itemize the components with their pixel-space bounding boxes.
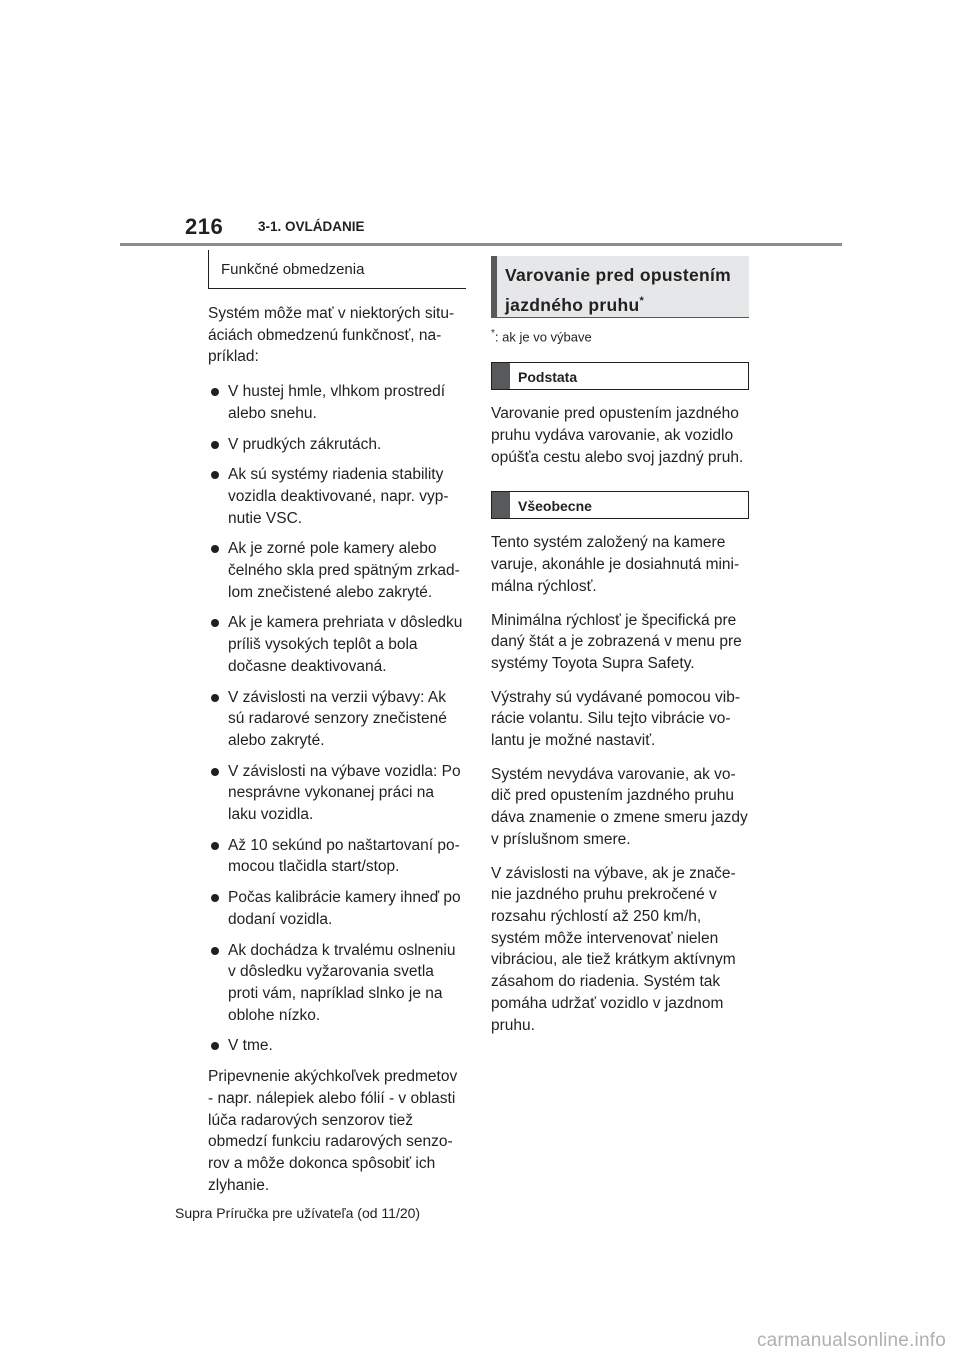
heading-asterisk: * (639, 295, 645, 307)
left-column (208, 250, 466, 1209)
list-item: V prudkých zákrutách. (208, 434, 466, 456)
lane-departure-heading (491, 256, 749, 318)
general-paragraph: V závislosti na výbave, ak je značenie jazdného pruhu prekročené v rozsahu rýchlostí až 250 km/h, systém môže intervenovať nielen vibráciou, ale tiež krátkym aktívnym zásahom do riadenia. Systém tak pomáha udržať vozidlo v jazdnom pruhu. (491, 864, 736, 1034)
general-paragraph: Tento systém založený na kamere varuje, akonáhle je dosiahnutá minimálna rýchlosť. (491, 534, 740, 595)
footnote-asterisk: * (491, 328, 495, 339)
limits-closing: Pripevnenie akýchkoľvek predmetov - napr. nálepiek alebo fólií - v oblasti lúča radarových senzorov tiež obmedzí funkciu radarových senzorov a môže dokonca spôsobiť ich zlyhanie. (208, 1068, 458, 1194)
limits-intro: Systém môže mať v niektorých situáciách obmedzenú funkčnosť, napríklad: (208, 305, 455, 366)
heading-line-2-text: jazdného pruhu (505, 294, 640, 315)
heading-line-2 (505, 288, 749, 318)
list-item: V tme. (208, 1035, 466, 1057)
section-title: 3-1. OVLÁDANIE (258, 219, 365, 234)
list-item: Počas kalibrácie kamery ihneď po dodaní vozidla. (208, 887, 466, 930)
functional-limits-subheading: Funkčné obmedzenia (208, 250, 466, 289)
right-column (491, 250, 749, 1048)
heading-line-1: Varovanie pred opustením (505, 265, 732, 285)
limits-list (208, 381, 466, 1057)
general-paragraph: Výstrahy sú vydávané pomocou vibrácie volantu. Silu tejto vibrácie volantu je možné nastaviť. (491, 688, 740, 750)
principle-box-heading: Podstata (491, 362, 749, 390)
list-item: V hustej hmle, vlhkom prostredí alebo snehu. (208, 381, 466, 424)
list-item: Ak je kamera prehriata v dôsledku príliš vysokých teplôt a bola dočasne deaktivovaná. (208, 612, 466, 677)
general-paragraph: Minimálna rýchlosť je špecifická pre daný štát a je zobrazená v menu pre systémy Toyota Supra Safety. (491, 611, 742, 672)
footnote (491, 328, 749, 344)
header-rule (120, 243, 842, 246)
list-item: V závislosti na verzii výbavy: Ak sú radarové senzory znečistené alebo zakryté. (208, 687, 466, 752)
list-item: V závislosti na výbave vozidla: Po nesprávne vykonanej práci na laku vozidla. (208, 761, 466, 826)
general-paragraph: Systém nevydáva varovanie, ak vodič pred opustením jazdného pruhu dáva znamenie o zmene smeru jazdy v príslušnom smere. (491, 765, 748, 848)
list-item: Ak dochádza k trvalému oslneniu v dôsledku vyžarovania svetla proti vám, napríklad slnko je na oblohe nízko. (208, 940, 466, 1027)
list-item: Ak je zorné pole kamery alebo čelného skla pred spätným zrkadlom znečistené alebo zakryté. (208, 538, 466, 603)
page-number: 216 (185, 214, 224, 239)
watermark-link[interactable]: carmanualsonline.info (756, 1330, 946, 1351)
list-item: Až 10 sekúnd po naštartovaní pomocou tlačidla start/stop. (208, 835, 466, 878)
footnote-text: : ak je vo výbave (494, 329, 592, 345)
general-box-heading: Všeobecne (491, 491, 749, 519)
footer-text: Supra Príručka pre užívateľa (od 11/20) (175, 1205, 421, 1221)
list-item: Ak sú systémy riadenia stability vozidla deaktivované, napr. vypnutie VSC. (208, 464, 466, 529)
principle-text: Varovanie pred opustením jazdného pruhu vydáva varovanie, ak vozidlo opúšťa cestu alebo svoj jazdný pruh. (491, 405, 744, 466)
